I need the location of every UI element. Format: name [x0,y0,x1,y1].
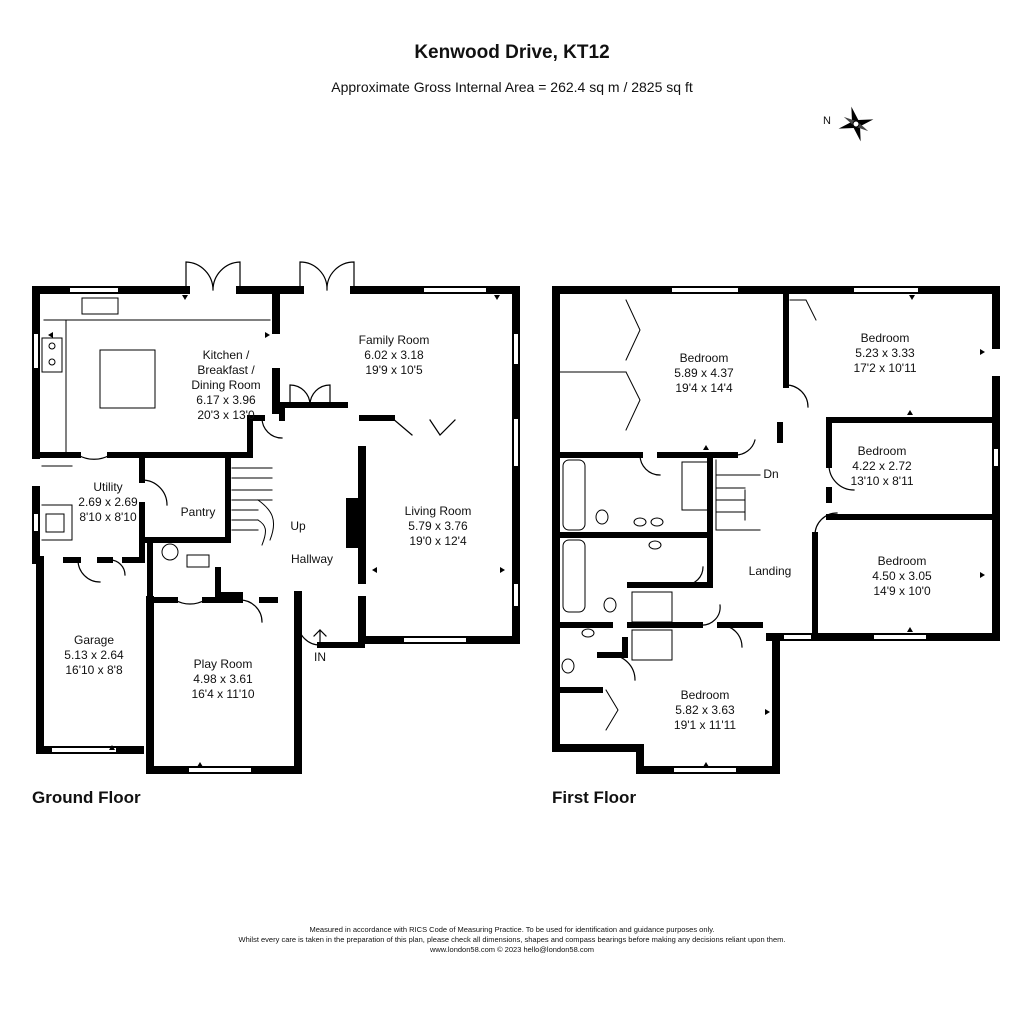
play-room-label [173,657,273,702]
play-room-name: Play Room [193,657,253,671]
footer-contact: www.london58.com © 2023 hello@london58.com [429,945,595,954]
landing-label: Landing [748,564,792,578]
bedroom-4-label [852,554,952,599]
utility-name: Utility [93,480,123,494]
family-room-metric: 6.02 x 3.18 [364,348,424,362]
kitchen-imperial: 20'3 x 13'0 [197,408,255,422]
stairs-down-label: Dn [763,467,779,481]
bedroom-3-imperial: 13'10 x 8'11 [850,474,914,488]
bedroom-2-metric: 5.23 x 3.33 [855,346,915,360]
living-room-metric: 5.79 x 3.76 [408,519,468,533]
utility-imperial: 8'10 x 8'10 [79,510,137,524]
bedroom-4-imperial: 14'9 x 10'0 [873,584,931,598]
bedroom-3-name: Bedroom [857,444,907,458]
entrance-label: IN [314,650,326,664]
family-room-label [344,333,444,378]
garage-imperial: 16'10 x 8'8 [65,663,123,677]
kitchen-name-2: Breakfast / [197,363,255,377]
play-room-imperial: 16'4 x 11'10 [191,687,255,701]
living-room-label [388,504,488,549]
bedroom-5-name: Bedroom [680,688,730,702]
footer-disclaimer-2: Whilst every care is taken in the preparation of this plan, please check all dimensions, shapes and compass bearings before making any decisions reliant upon them. [238,935,786,944]
chimney-breast [346,498,362,548]
bedroom-4-metric: 4.50 x 3.05 [872,569,932,583]
hallway-label: Hallway [290,552,333,566]
kitchen-name-3: Dining Room [191,378,261,392]
plan-title: Kenwood Drive, KT12 [414,42,610,63]
bedroom-3-label [832,444,932,489]
bedroom-2-imperial: 17'2 x 10'11 [853,361,917,375]
family-room-name: Family Room [358,333,430,347]
garage-label [44,633,144,678]
bedroom-5-imperial: 19'1 x 11'11 [673,718,737,732]
compass-rose-icon [836,104,876,144]
bedroom-1-metric: 5.89 x 4.37 [674,366,734,380]
living-room-imperial: 19'0 x 12'4 [409,534,467,548]
bedroom-2-name: Bedroom [860,331,910,345]
bedroom-1-label [654,351,754,396]
kitchen-name-1: Kitchen / [202,348,250,362]
bedroom-5-metric: 5.82 x 3.63 [675,703,735,717]
play-room-metric: 4.98 x 3.61 [193,672,253,686]
kitchen-label [176,348,276,423]
bedroom-4-name: Bedroom [877,554,927,568]
living-room-name: Living Room [404,504,472,518]
family-room-imperial: 19'9 x 10'5 [365,363,423,377]
pantry-label: Pantry [180,505,216,519]
bedroom-2-label [835,331,935,376]
ground-floor-label: Ground Floor [32,788,141,807]
bedroom-5-label [655,688,755,733]
ground-floor-inner-walls [36,405,392,645]
compass-north-label: N [823,115,831,127]
bedroom-3-metric: 4.22 x 2.72 [852,459,912,473]
bedroom-1-imperial: 19'4 x 14'4 [675,381,733,395]
stairs-up-label: Up [290,519,306,533]
garage-metric: 5.13 x 2.64 [64,648,124,662]
bedroom-1-name: Bedroom [679,351,729,365]
utility-metric: 2.69 x 2.69 [78,495,138,509]
footer-disclaimer-1: Measured in accordance with RICS Code of Measuring Practice. To be used for identification and guidance purposes only. [309,925,715,934]
utility-label [58,480,158,525]
garage-name: Garage [73,633,115,647]
first-floor-label: First Floor [552,788,637,807]
gross-area-subtitle: Approximate Gross Internal Area = 262.4 sq m / 2825 sq ft [331,79,693,95]
kitchen-metric: 6.17 x 3.96 [196,393,256,407]
